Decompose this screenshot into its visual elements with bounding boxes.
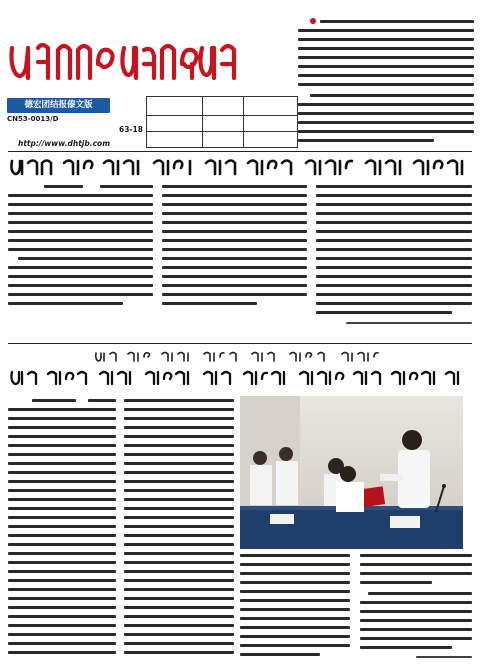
- article-2-headline-glyphs: [8, 367, 470, 387]
- article-2-column-2: [124, 397, 234, 663]
- cn-code-line: CN53-0013/D: [7, 115, 59, 123]
- article-2-photo: [240, 396, 463, 549]
- date-box: [146, 96, 298, 148]
- article-2-column-1: [8, 397, 116, 663]
- bullet-icon: [310, 18, 316, 24]
- article-1-column-3: [316, 183, 472, 333]
- edition-badge: 德宏团结报傣文版: [7, 98, 110, 113]
- postal-line: [7, 126, 117, 136]
- article-2-column-4: [360, 552, 472, 664]
- article-1-footnote: [336, 319, 472, 329]
- article-2-body: [124, 397, 125, 398]
- masthead-lettering-decoration: [6, 34, 242, 88]
- website-url: http://www.dhtjb.com: [18, 139, 111, 148]
- divider: [8, 343, 472, 344]
- postal-code: 63-18: [119, 125, 143, 134]
- article-1-headline-glyphs: [8, 155, 470, 177]
- article-2-kicker-glyphs: [92, 349, 388, 363]
- intro-paragraph: [298, 16, 474, 146]
- article-2-column-3: [240, 552, 350, 664]
- article-1-body: [162, 183, 163, 184]
- article-1-column-1: [8, 183, 153, 323]
- photo-caption: [240, 396, 241, 397]
- issue-number: [114, 98, 146, 113]
- divider: [8, 151, 472, 152]
- article-1-column-2: [162, 183, 307, 323]
- intro-text: [298, 16, 299, 17]
